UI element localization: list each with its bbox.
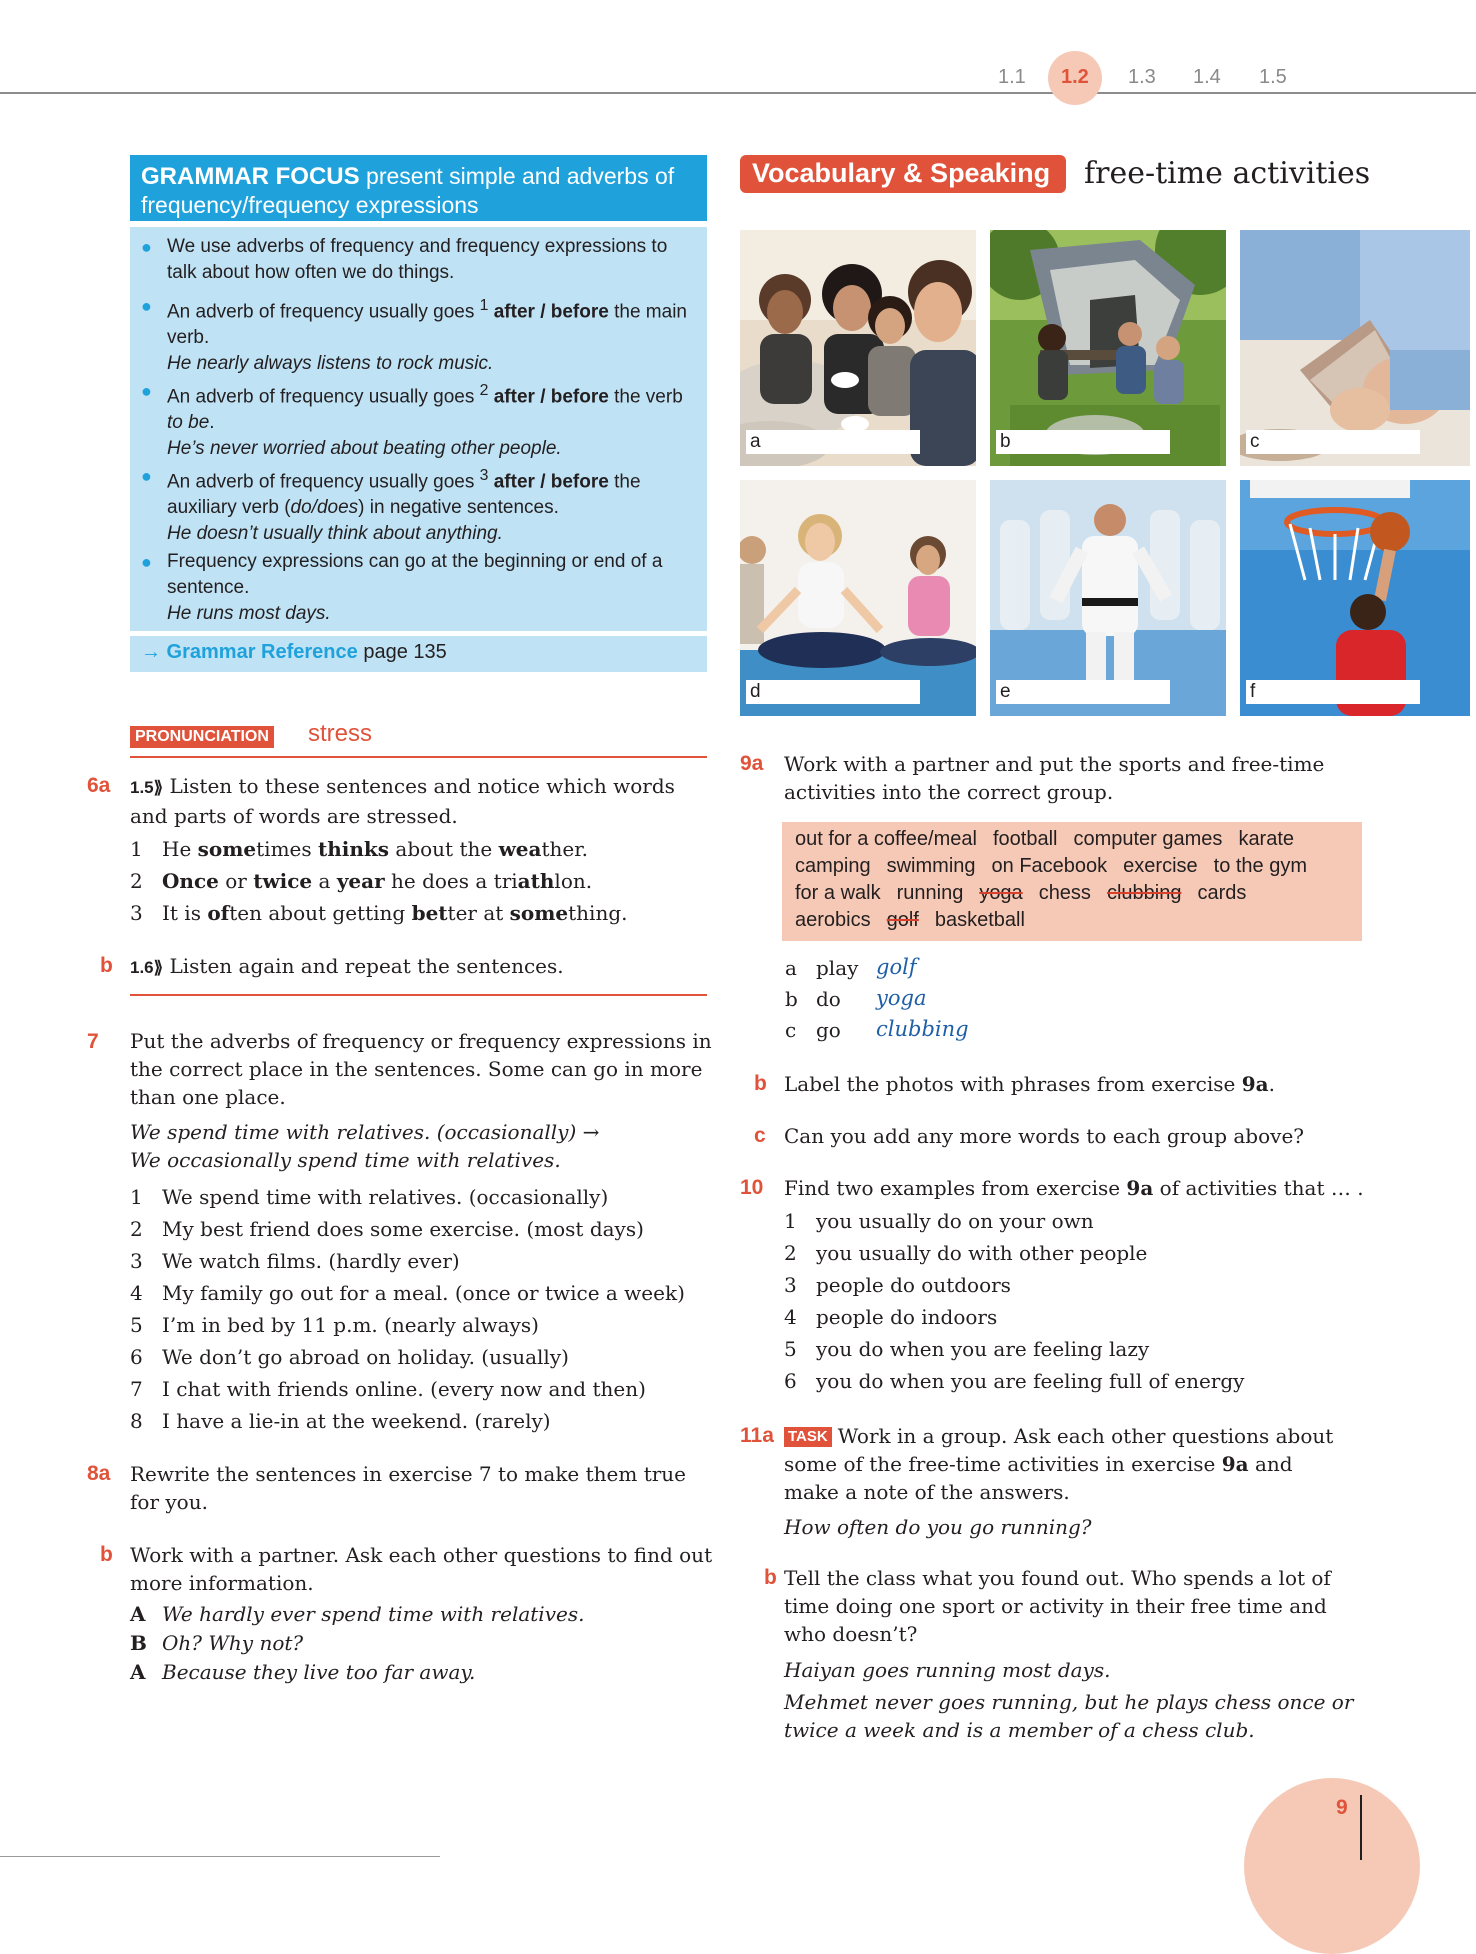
item-text: I’m in bed by 11 p.m. (nearly always) [162, 1313, 539, 1337]
speaker-label: A [130, 1602, 146, 1626]
dialog-line [130, 1600, 715, 1628]
item-number: 8 [130, 1409, 143, 1433]
nav-unit-1-1[interactable]: 1.1 [998, 66, 1026, 88]
word-item: chess [1038, 882, 1091, 904]
exercise-7-item [130, 1343, 715, 1371]
exercise-6a-instruction: 1.5⟫ Listen to these sentences and notice which words and parts of words are stressed. [130, 774, 675, 828]
exercise-7-item [130, 1247, 715, 1275]
exercise-number-10: 10 [740, 1176, 764, 1199]
item-number: 3 [784, 1273, 797, 1297]
grammar-focus-topic: present simple and adverbs of frequency/frequency expressions [141, 163, 675, 218]
group-verb: do [816, 987, 841, 1011]
item-text: people do indoors [816, 1305, 998, 1329]
exercise-7-item [130, 1215, 715, 1243]
item-number: 1 [130, 1185, 143, 1209]
photo-c-cards [1240, 230, 1470, 466]
exercise-number-9b: b [754, 1072, 767, 1095]
bullet-icon: ● [141, 237, 152, 257]
word-item: karate [1238, 828, 1295, 850]
grammar-example: He runs most days. [167, 603, 331, 624]
handwritten-answer: golf [876, 955, 917, 979]
item-text: you usually do with other people [816, 1241, 1148, 1265]
photo-label-blank[interactable] [996, 430, 1170, 454]
exercise-11b-instruction: Tell the class what you found out. Who spends a lot of time doing one sport or activity in their free time and who doesn’t? [784, 1566, 1331, 1646]
item-number: 2 [784, 1241, 797, 1265]
grammar-reference-page: page 135 [363, 641, 447, 663]
item-text: I have a lie-in at the weekend. (rarely) [162, 1409, 551, 1433]
grammar-rule-1: ● We use adverbs of frequency and frequency expressions to talk about how often we do things. [141, 236, 668, 283]
sentence-text: Once or twice a year he does a triathlon. [162, 869, 593, 893]
exercise-10-item [784, 1367, 1364, 1395]
stress-sentence [130, 899, 715, 927]
bullet-icon: ● [141, 466, 152, 486]
gap-choice: after / before [493, 471, 609, 493]
photo-letter: e [1000, 681, 1011, 702]
grammar-example: He doesn’t usually think about anything. [167, 523, 503, 545]
word-item: exercise [1123, 855, 1198, 877]
exercise-10-item [784, 1303, 1364, 1331]
group-letter: a [785, 956, 797, 980]
word-box-line [795, 853, 1323, 879]
item-number: 4 [784, 1305, 797, 1329]
stress-sentence [130, 835, 715, 863]
group-verb: play [816, 956, 859, 980]
exercise-6b-instruction: 1.6⟫ Listen again and repeat the sentences. [130, 954, 564, 978]
grammar-reference [141, 641, 447, 664]
item-number: 2 [130, 1217, 143, 1241]
vocabulary-speaking-label: Vocabulary & Speaking [752, 158, 1051, 188]
exercise-7-example: We spend time with relatives. (occasionally) → We occasionally spend time with relatives. [130, 1120, 600, 1172]
word-box-line [795, 907, 1041, 933]
exercise-7-item [130, 1407, 715, 1435]
audio-track-icon[interactable]: 1.5 [130, 778, 154, 797]
photo-label-blank[interactable] [996, 680, 1170, 704]
item-text: We spend time with relatives. (occasionally) [162, 1185, 609, 1209]
exercise-11a-instruction: TASK Work in a group. Ask each other questions about some of the free-time activities in exercise 9a and make a note of the answers. [784, 1424, 1334, 1504]
word-item: computer games [1073, 828, 1223, 850]
speaker-label: B [130, 1631, 147, 1655]
exercise-number-9a: 9a [740, 752, 764, 775]
exercise-7-item [130, 1375, 715, 1403]
handwritten-answer: clubbing [876, 1017, 969, 1041]
photo-letter: d [750, 681, 761, 702]
photo-letter: a [750, 431, 761, 452]
word-item: cards [1197, 882, 1247, 904]
item-text: My best friend does some exercise. (most days) [162, 1217, 644, 1241]
item-number: 6 [130, 1345, 143, 1369]
exercise-11b-example-1: Haiyan goes running most days. [784, 1658, 1111, 1682]
photo-f-basketball [1240, 480, 1470, 716]
word-item: running [896, 882, 964, 904]
dialog-text: We hardly ever spend time with relatives. [162, 1602, 585, 1626]
exercise-number-7: 7 [87, 1030, 99, 1053]
bullet-icon: ● [141, 381, 152, 401]
word-item: for a walk [795, 882, 881, 904]
pronunciation-title: stress [308, 720, 373, 747]
exercise-number-6a: 6a [87, 774, 111, 797]
stress-sentence [130, 867, 715, 895]
photo-label-blank[interactable] [1246, 430, 1420, 454]
grammar-focus-title [141, 162, 701, 219]
grammar-example: He’s never worried about beating other people. [167, 438, 562, 460]
photo-letter: c [1250, 431, 1260, 452]
exercise-8a-instruction: Rewrite the sentences in exercise 7 to make them true for you. [130, 1462, 687, 1514]
grammar-rule-4: ● An adverb of frequency usually goes $^3$ after / before the auxiliary verb (do/does) in negative sentences. He doesn’t usually think about anything. [141, 463, 701, 547]
page-number-circle [1244, 1778, 1420, 1954]
exercise-9c-instruction: Can you add any more words to each group above? [784, 1124, 1304, 1148]
vocabulary-title: free-time activities [1084, 156, 1371, 191]
word-item: clubbing [1106, 882, 1182, 904]
sentence-number: 3 [130, 901, 143, 925]
item-text: you do when you are feeling lazy [816, 1337, 1150, 1361]
word-box-line [795, 880, 1262, 906]
top-rule [0, 92, 1476, 94]
exercise-8b-instruction: Work with a partner. Ask each other questions to find out more information. [130, 1543, 713, 1595]
grammar-rule-5: ● Frequency expressions can go at the beginning or end of a sentence. He runs most days. [141, 551, 663, 624]
word-item: yoga [979, 882, 1023, 904]
exercise-10-item [784, 1207, 1364, 1235]
dialog-line [130, 1629, 715, 1657]
word-item: football [992, 828, 1058, 850]
item-number: 5 [130, 1313, 143, 1337]
grammar-rule-2: ● An adverb of frequency usually goes $^1$ after / before the main verb. He nearly always listens to rock music. [141, 293, 701, 377]
gap-choice: after / before [493, 386, 609, 408]
sentence-text: It is often about getting better at something. [162, 901, 628, 925]
exercise-9a-instruction: Work with a partner and put the sports and free-time activities into the correct group. [784, 752, 1325, 804]
word-item: camping [795, 855, 871, 877]
item-number: 6 [784, 1369, 797, 1393]
word-item: basketball [934, 909, 1025, 931]
word-box-line [795, 826, 1310, 852]
item-number: 3 [130, 1249, 143, 1273]
exercise-7-item [130, 1311, 715, 1339]
group-letter: c [785, 1018, 797, 1042]
exercise-number-11b: b [764, 1566, 777, 1589]
photo-label-blank[interactable] [746, 680, 920, 704]
exercise-7-instruction: Put the adverbs of frequency or frequency expressions in the correct place in the sentences. Some can go in more than one place. [130, 1029, 712, 1109]
photo-d-yoga [740, 480, 976, 716]
group-verb: go [816, 1018, 841, 1042]
group-letter: b [785, 987, 798, 1011]
task-tag: TASK [784, 1427, 832, 1447]
pronunciation-tag: PRONUNCIATION [130, 726, 274, 748]
word-item: to the gym [1213, 855, 1308, 877]
word-item: swimming [886, 855, 976, 877]
photo-letter: f [1250, 681, 1256, 702]
dialog-text: Because they live too far away. [162, 1660, 476, 1684]
word-item: on Facebook [991, 855, 1108, 877]
item-text: We don’t go abroad on holiday. (usually) [162, 1345, 569, 1369]
exercise-10-item [784, 1335, 1364, 1363]
photo-e-karate [990, 480, 1226, 716]
grammar-reference-link[interactable]: → Grammar Reference [141, 641, 358, 663]
word-item: aerobics [795, 909, 871, 931]
exercise-10-item [784, 1271, 1364, 1299]
exercise-10-item [784, 1239, 1364, 1267]
exercise-9b-instruction: Label the photos with phrases from exercise 9a. [784, 1072, 1275, 1096]
sentence-number: 1 [130, 837, 143, 861]
gap-choice: after / before [493, 301, 609, 323]
item-number: 7 [130, 1377, 143, 1401]
section-divider [130, 994, 707, 996]
item-text: you do when you are feeling full of energy [816, 1369, 1245, 1393]
page-number-bar [1360, 1795, 1362, 1860]
exercise-number-8a: 8a [87, 1462, 111, 1485]
section-divider [130, 756, 707, 758]
dialog-line [130, 1658, 715, 1686]
item-text: people do outdoors [816, 1273, 1011, 1297]
speaker-icon[interactable]: ⟫ [153, 778, 164, 797]
footer-rule [0, 1856, 440, 1857]
sentence-number: 2 [130, 869, 143, 893]
speaker-icon[interactable]: ⟫ [153, 958, 164, 977]
nav-unit-1-5[interactable]: 1.5 [1259, 66, 1287, 88]
grammar-focus-label: GRAMMAR FOCUS [141, 163, 360, 190]
sentence-text: He sometimes thinks about the weather. [162, 837, 588, 861]
bullet-icon: ● [141, 296, 152, 316]
exercise-11b-example-2: Mehmet never goes running, but he plays chess once or twice a week and is a member of a chess club. [784, 1690, 1354, 1742]
photo-label-blank[interactable] [746, 430, 920, 454]
dialog-text: Oh? Why not? [162, 1631, 304, 1655]
nav-unit-1-2[interactable]: 1.2 [1061, 66, 1089, 88]
nav-unit-1-4[interactable]: 1.4 [1193, 66, 1221, 88]
photo-letter: b [1000, 431, 1011, 452]
audio-track-icon[interactable]: 1.6 [130, 958, 154, 977]
grammar-rule-3: ● An adverb of frequency usually goes $^2$ after / before the verb to be. He’s never worried about beating other people. [141, 378, 701, 462]
exercise-7-item [130, 1279, 715, 1307]
item-text: I chat with friends online. (every now and then) [162, 1377, 646, 1401]
word-item: golf [886, 909, 919, 931]
exercise-7-item [130, 1183, 715, 1211]
nav-unit-1-3[interactable]: 1.3 [1128, 66, 1156, 88]
item-text: We watch films. (hardly ever) [162, 1249, 460, 1273]
bullet-icon: ● [141, 552, 152, 572]
handwritten-answer: yoga [876, 986, 927, 1010]
photo-a-friends-cafe [740, 230, 976, 466]
exercise-number-9c: c [754, 1124, 766, 1147]
grammar-example: He nearly always listens to rock music. [167, 353, 494, 375]
item-number: 5 [784, 1337, 797, 1361]
exercise-10-instruction: Find two examples from exercise 9a of activities that … . [784, 1176, 1364, 1200]
speaker-label: A [130, 1660, 146, 1684]
exercise-number-8b: b [100, 1543, 113, 1566]
word-item: out for a coffee/meal [795, 828, 977, 850]
item-number: 1 [784, 1209, 797, 1233]
item-number: 4 [130, 1281, 143, 1305]
photo-b-camping [990, 230, 1226, 466]
exercise-11a-example: How often do you go running? [784, 1515, 1092, 1539]
page-number: 9 [1336, 1796, 1348, 1819]
exercise-number-11a: 11a [740, 1424, 774, 1447]
item-text: My family go out for a meal. (once or twice a week) [162, 1281, 685, 1305]
photo-label-blank[interactable] [1246, 680, 1420, 704]
exercise-number-6b: b [100, 954, 113, 977]
item-text: you usually do on your own [816, 1209, 1094, 1233]
